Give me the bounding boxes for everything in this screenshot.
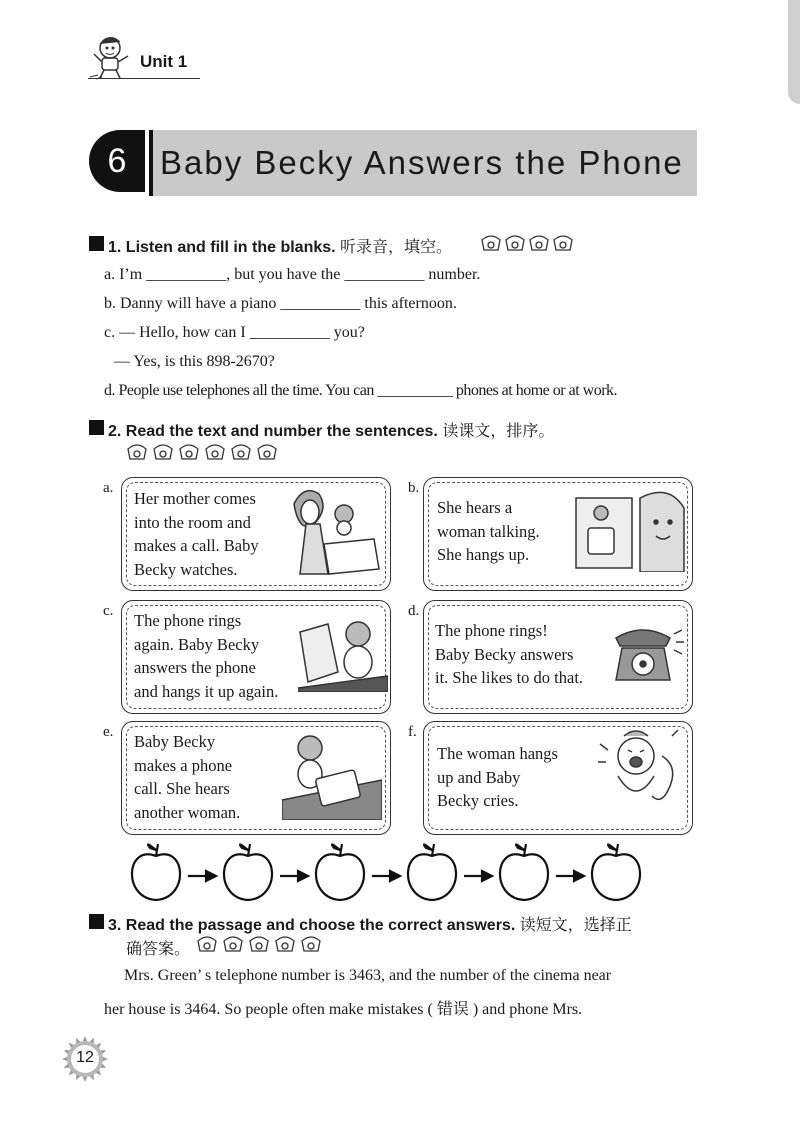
section-2-bullet — [89, 420, 104, 435]
card-letter-c: c. — [103, 603, 114, 619]
section-2-heading-cn: 读课文，排序。 — [442, 421, 555, 440]
story-card-b-text — [437, 496, 540, 567]
card-text-line: Becky cries. — [437, 791, 519, 810]
section-3-heading-cn: 读短文，选择正 — [519, 915, 632, 934]
section-2-heading — [108, 418, 554, 441]
fill-line-c-reply: — Yes, is this 898-2670? — [114, 353, 275, 370]
apple-answer-box[interactable] — [316, 854, 364, 900]
story-card-a-text — [134, 487, 259, 581]
card-text-line: The phone rings — [134, 611, 242, 630]
sequence-arrow — [556, 871, 584, 881]
unit-label: Unit 1 — [140, 52, 188, 71]
card-text-line: into the room and — [134, 512, 251, 532]
baby-dialing-illustration-icon — [282, 730, 382, 820]
card-letter-d: d. — [408, 603, 420, 619]
section-3-heading — [108, 912, 632, 935]
lesson-title: Baby Becky Answers the Phone — [160, 144, 684, 181]
card-text-line: call. She hears — [134, 779, 230, 798]
card-text-line: Her mother comes — [134, 489, 256, 508]
section-1-heading-cn: 听录音，填空。 — [340, 237, 453, 256]
apple-answer-box[interactable] — [500, 854, 548, 900]
page-corner-tab — [788, 0, 800, 104]
card-text-line: She hangs up. — [437, 545, 530, 564]
sequence-arrow — [464, 871, 492, 881]
card-letter-b: b. — [408, 480, 420, 496]
apple-answer-box[interactable] — [132, 854, 180, 900]
card-letter-e: e. — [103, 724, 114, 740]
apple-sequence-answer-boxes — [128, 838, 658, 902]
card-text-line: Baby Becky answers — [435, 644, 574, 664]
story-card-f-text — [437, 742, 558, 813]
card-text-line: woman talking. — [437, 521, 540, 541]
card-text-line: and hangs it up again. — [134, 681, 279, 701]
section-1-bullet — [89, 236, 104, 251]
apple-answer-box[interactable] — [592, 854, 640, 900]
section-1-heading-en: 1. Listen and fill in the blanks. — [108, 239, 336, 256]
card-text-line: again. Baby Becky — [134, 634, 260, 654]
sequence-arrow — [188, 871, 216, 881]
section-3-heading-cn-cont: 确答案。 — [126, 939, 191, 958]
difficulty-phones-icon — [480, 232, 580, 254]
card-letter-a: a. — [103, 480, 114, 496]
card-text-line: it. She likes to do that. — [435, 668, 584, 687]
apple-answer-box[interactable] — [408, 854, 456, 900]
section-3-bullet — [89, 914, 104, 929]
difficulty-phones-icon — [126, 441, 282, 463]
mother-phone-illustration-icon — [284, 484, 384, 584]
apple-answer-box[interactable] — [224, 854, 272, 900]
sun-ray — [83, 1036, 87, 1041]
page-number: 12 — [76, 1049, 94, 1066]
card-letter-f: f. — [408, 724, 417, 740]
fill-line-c: c. — Hello, how can I __________ you? — [104, 324, 365, 341]
fill-line-b: b. Danny will have a piano __________ this afternoon. — [104, 295, 457, 312]
rotary-phone-icon — [608, 620, 688, 686]
phone-and-man-illustration-icon — [574, 488, 686, 572]
sequence-arrow — [372, 871, 400, 881]
header-underline — [88, 78, 200, 79]
card-text-line: The woman hangs — [437, 744, 558, 763]
sun-ray — [83, 1077, 87, 1082]
card-text-line: Becky watches. — [134, 559, 238, 579]
section-3-heading-en: 3. Read the passage and choose the correct answers. — [108, 917, 516, 934]
sequence-arrow — [280, 871, 308, 881]
card-text-line: makes a phone — [134, 755, 233, 775]
card-text-line: The phone rings! — [435, 621, 548, 640]
story-card-c-text — [134, 609, 278, 703]
card-text-line: She hears a — [437, 498, 513, 517]
section-2-heading-en: 2. Read the text and number the sentences. — [108, 423, 438, 440]
fill-line-a: a. I’m __________, but you have the __________ number. — [104, 266, 481, 283]
card-text-line: another woman. — [134, 802, 241, 822]
story-card-e-text — [134, 730, 240, 824]
story-card-d-text — [435, 619, 583, 690]
card-text-line: Baby Becky — [134, 732, 216, 751]
card-text-line: makes a call. Baby — [134, 536, 259, 555]
fill-line-d: d. People use telephones all the time. You can __________ phones at home or at work. — [104, 382, 618, 399]
section-1-heading — [108, 234, 452, 257]
passage-line-2: her house is 3464. So people often make mistakes ( 错误 ) and phone Mrs. — [104, 1001, 583, 1018]
lesson-number-badge: 6 — [89, 130, 145, 192]
crying-baby-illustration-icon — [592, 726, 688, 816]
passage-line-1: Mrs. Green’ s telephone number is 3463, and the number of the cinema near — [124, 967, 612, 984]
card-text-line: up and Baby — [437, 767, 521, 787]
card-text-line: answers the phone — [134, 658, 256, 677]
difficulty-phones-icon — [196, 933, 326, 955]
baby-phone-illustration-icon — [298, 612, 388, 692]
